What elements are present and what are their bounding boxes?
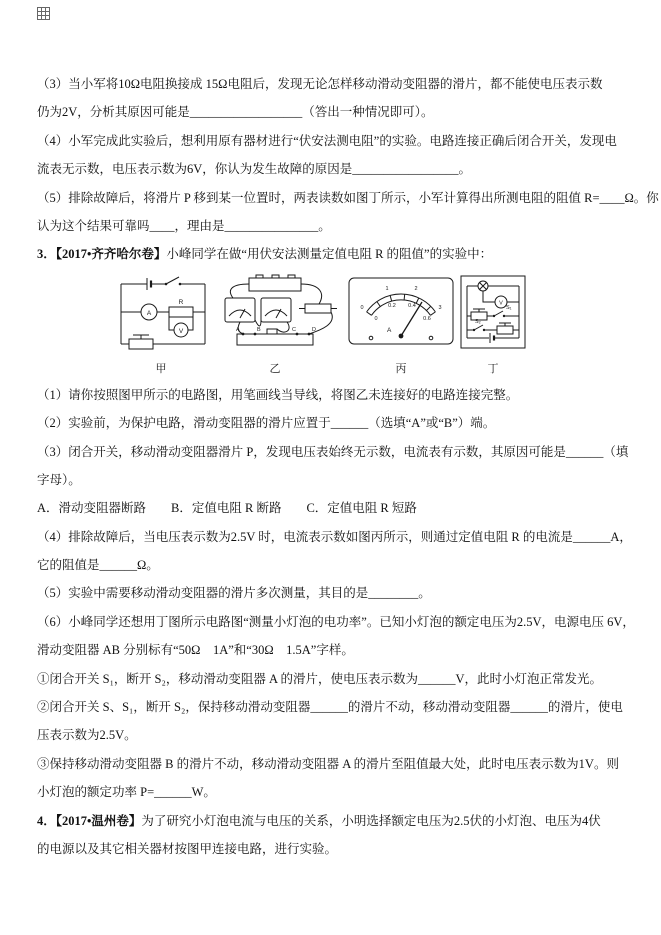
question-4-stem: 为了研究小灯泡电流与电压的关系，小明选择额定电压为2.5伏的小灯泡、电压为4伏 [141,813,601,828]
figure-circuits [37,269,627,381]
text-line: （5）排除故障后，将滑片 P 移到某一位置时，两表读数如图丁所示，小军计算得出所测电阻的阻值 R=____Ω。你 [37,190,659,205]
bing-scale-bottom-3: 0.6 [423,315,431,322]
jia-ammeter-label: A [146,309,152,317]
jia-resistor-label: R [178,298,184,306]
figure-circuits-image [109,272,529,376]
text-line: 它的阻值是______Ω。 [37,558,159,573]
bing-unit-label: A [387,326,392,334]
question-3-source-tag: 3．【2017•齐齐哈尔卷】 [37,247,167,262]
yi-terminal-b-label: B [257,326,261,333]
text-line: （1）请你按照图甲所示的电路图，用笔画线当导线，将图乙未连接好的电路连接完整。 [37,387,519,402]
yi-terminal-c-label: C [292,326,296,333]
question-4-header [37,807,627,835]
text-line: （4）排除故障后，当电压表示数为2.5V 时，电流表示数如图丙所示，则通过定值电阻 R 的电流是______A， [37,529,632,544]
text-line: A．滑动变阻器断路 B．定值电阻 R 断路 C．定值电阻 R 短路 [37,501,417,516]
circuit-diagram-jia [121,277,205,349]
yi-terminal-d-label: D [312,326,316,333]
text-line: 字母）。 [37,472,81,487]
bing-scale-top-3: 3 [438,304,442,311]
bing-scale-top-1: 1 [385,285,389,292]
table-grid-icon [37,7,50,20]
ding-switch-s1-label: S₁ [506,304,512,311]
text-line: （2）实验前，为保护电路，滑动变阻器的滑片应置于______（选填“A”或“B”）端。 [37,416,496,431]
ding-voltmeter-label: V [499,300,503,307]
question-4-source-tag: 4．【2017•温州卷】 [37,813,142,828]
text-line: ③保持移动滑动变阻器 B 的滑片不动，移动滑动变阻器 A 的滑片至阻值最大处，此时电压表示数为1V。则 [37,756,619,771]
bing-scale-top-2: 2 [414,285,418,292]
text-line: 的电源以及其它相关器材按图甲连接电路，进行实验。 [37,841,338,856]
bing-scale-bottom-0: 0 [374,315,378,322]
yi-terminal-a-label: A [236,326,240,333]
bing-scale-bottom-1: 0.2 [388,302,396,309]
circuit-diagram-ding [461,276,525,348]
figure-label-bing: 丙 [395,362,407,375]
question-3-stem: 小峰同学在做“用伏安法测量定值电阻 R 的阻值”的实验中： [166,247,493,262]
text-line: 认为这个结果可靠吗____，理由是_______________。 [37,218,331,233]
text-line: 压表示数为2.5V。 [37,728,137,743]
figure-label-yi: 乙 [269,362,281,375]
text-line: 小灯泡的额定功率 P=______W。 [37,785,216,800]
apparatus-drawing-yi [225,275,337,345]
question-3-header [37,240,627,268]
text-line: （6）小峰同学还想用丁图所示电路图“测量小灯泡的电功率”。已知小灯泡的额定电压为2.5V，电源电压 6V， [37,614,635,629]
text-line: 滑动变阻器 AB 分别标有“50Ω 1A”和“30Ω 1.5A”字样。 [37,643,354,658]
document-body [37,70,659,863]
ding-switch-s2-label: S₂ [475,318,481,325]
text-line: 流表无示数，电压表示数为6V，你认为发生故障的原因是_________________。 [37,162,472,177]
bing-scale-top-0: 0 [360,304,364,311]
text-line: （4）小军完成此实验后，想利用原有器材进行“伏安法测电阻”的实验。电路连接正确后闭合开关，发现电 [37,133,617,148]
text-line: ②闭合开关 S、S₁，断开 S₂，保持移动滑动变阻器______的滑片不动，移动滑动变阻器______的滑片，使电 [37,700,623,715]
ammeter-dial-bing [349,278,453,344]
bing-scale-bottom-2: 0.4 [408,302,416,309]
text-line: ①闭合开关 S₁，断开 S₂，移动滑动变阻器 A 的滑片，使电压表示数为______V，此时小灯泡正常发光。 [37,671,602,686]
jia-voltmeter-label: V [178,327,184,335]
figure-label-jia: 甲 [155,362,167,375]
text-line: （3）闭合开关，移动滑动变阻器滑片 P，发现电压表始终无示数，电流表有示数，其原因可能是______（填 [37,444,629,459]
text-line: （3）当小军将10Ω电阻换接成 15Ω电阻后，发现无论怎样移动滑动变阻器的滑片，都不能使电压表示数 [37,77,603,91]
figure-label-ding: 丁 [487,362,499,375]
text-line: 仍为2V，分析其原因可能是__________________（答出一种情况即可）。 [37,105,434,120]
text-line: （5）实验中需要移动滑动变阻器的滑片多次测量，其目的是________。 [37,586,431,601]
